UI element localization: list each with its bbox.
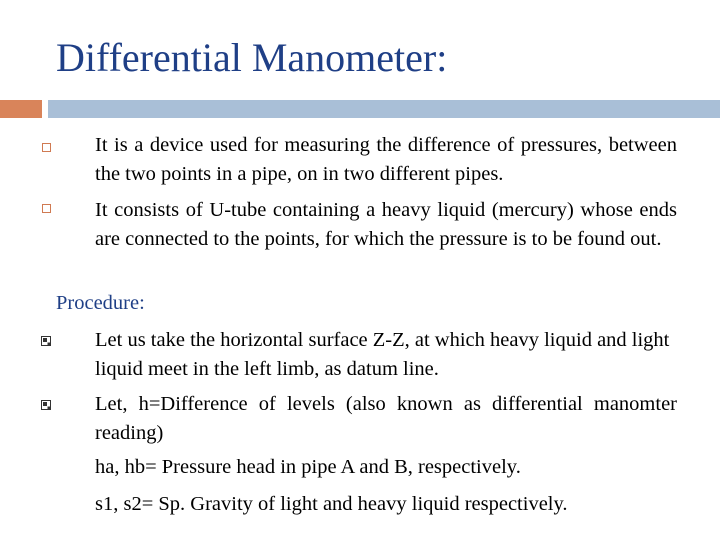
title-underline-accent	[0, 100, 42, 118]
hollow-square-icon	[42, 143, 51, 152]
procedure-item: Let us take the horizontal surface Z-Z, at which heavy liquid and light liquid meet in the left limb, as datum line.	[95, 329, 670, 380]
procedure-heading: Procedure:	[56, 292, 145, 314]
bullet-text: It consists of U-tube containing a heavy liquid (mercury) whose ends are connected to the points, for which the pressure is to be found out.	[95, 199, 677, 250]
definition-line: s1, s2= Sp. Gravity of light and heavy liquid respectively.	[95, 493, 568, 515]
q-box-icon	[41, 336, 51, 346]
title-underline-bar	[48, 100, 720, 118]
hollow-square-icon	[42, 204, 51, 213]
procedure-item: Let, h=Difference of levels (also known as differential manomter reading)	[95, 393, 677, 444]
q-box-icon	[41, 400, 51, 410]
definition-line: ha, hb= Pressure head in pipe A and B, respectively.	[95, 456, 521, 478]
bullet-text: It is a device used for measuring the difference of pressures, between the two points in a pipe, on in two different pipes.	[95, 134, 677, 185]
slide-title: Differential Manometer:	[56, 35, 448, 80]
